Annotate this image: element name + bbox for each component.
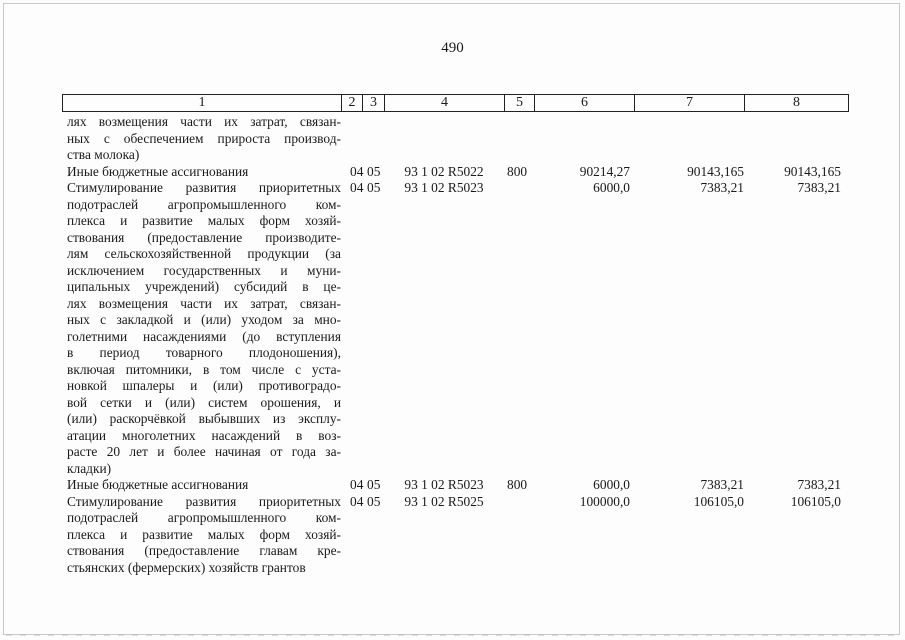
table-row [62, 114, 849, 164]
description-line: Иные бюджетные ассигнования [67, 477, 249, 492]
row-description [62, 114, 341, 164]
description-line: лях возмещения части их затрат, связан- [67, 114, 341, 129]
column-header-1: 1 [63, 95, 342, 111]
target-article-code: 93 1 02 R5023 [404, 180, 484, 195]
row-description [62, 494, 341, 577]
row-description [62, 180, 341, 477]
description-line: кладки) [67, 460, 112, 476]
amount-col-8: 7383,21 [797, 180, 841, 195]
table-row [62, 477, 849, 494]
expense-type-code: 800 [507, 163, 528, 179]
description-line: атации многолетних насаждений в воз- [67, 427, 341, 443]
description-line: стьянских (фермерских) хозяйств грантов [67, 559, 306, 575]
subsection-code: 05 [367, 180, 381, 195]
page-number: 490 [441, 40, 464, 56]
scan-edge-noise [6, 634, 896, 636]
amount-col-8 [744, 114, 849, 164]
amount-col-8: 106105,0 [790, 493, 841, 509]
description-line: ствования (предоставление производите- [67, 229, 341, 245]
amount-col-7: 106105,0 [693, 493, 744, 509]
column-header-3: 3 [363, 95, 385, 111]
description-line: Стимулирование развития приоритетных [67, 180, 341, 195]
column-header-8: 8 [793, 95, 800, 110]
description-line: подотраслей агропромышленного ком- [67, 196, 341, 212]
target-article-code [384, 114, 504, 164]
amount-col-6: 100000,0 [579, 493, 630, 509]
column-header-7: 7 [635, 95, 745, 111]
description-line: новкой шпалеры и (или) противоградо- [67, 378, 341, 393]
expense-type-code: 800 [507, 477, 528, 492]
table-column-header [62, 94, 849, 112]
amount-col-7 [634, 114, 744, 164]
row-description [62, 164, 341, 181]
table-row [62, 164, 849, 181]
column-header-2: 2 [342, 95, 363, 111]
subsection-code: 05 [367, 477, 381, 492]
description-line: расте 20 лет и более начиная от года за- [67, 444, 341, 459]
column-header-6: 6 [535, 95, 635, 111]
row-description [62, 477, 341, 494]
amount-col-6: 6000,0 [593, 180, 630, 195]
description-line: ных с обеспечением прироста производ- [67, 130, 341, 146]
table-row [62, 180, 849, 477]
target-article-code: 93 1 02 R5022 [404, 163, 484, 179]
description-line: плекса и развитие малых форм хозяй- [67, 213, 341, 228]
description-line: ства молока) [67, 147, 140, 162]
description-line: ципальных учреждений) субсидий в це- [67, 279, 341, 294]
table-row [62, 494, 849, 577]
target-article-code: 93 1 02 R5023 [404, 477, 484, 492]
description-line: ных с закладкой и (или) уходом за мно- [67, 312, 341, 327]
description-line: ствования (предоставление главам кре- [67, 543, 341, 558]
amount-col-6 [534, 114, 634, 164]
amount-col-7: 90143,165 [687, 163, 744, 179]
section-code: 04 [350, 477, 364, 492]
amount-col-7: 7383,21 [700, 180, 744, 195]
description-line: в период товарного плодоношения), [67, 345, 341, 360]
description-line: вой сетки и (или) систем орошения, и [67, 394, 341, 410]
section-code [341, 114, 362, 164]
section-code: 04 [350, 163, 364, 179]
description-line: плекса и развитие малых форм хозяй- [67, 526, 341, 542]
expense-type-code [504, 494, 534, 577]
description-line: Иные бюджетные ассигнования [67, 163, 249, 179]
budget-table-body [62, 114, 849, 576]
amount-col-6: 6000,0 [593, 477, 630, 492]
expense-type-code [504, 114, 534, 164]
description-line: подотраслей агропромышленного ком- [67, 510, 341, 525]
subsection-code: 05 [367, 163, 381, 179]
description-line: лях возмещения части их затрат, связан- [67, 295, 341, 311]
column-header-5: 5 [505, 95, 535, 111]
description-line: исключением государственных и муни- [67, 262, 341, 278]
target-article-code: 93 1 02 R5025 [404, 493, 484, 509]
description-line: (или) раскорчёвкой выбывших из эксплу- [67, 411, 341, 426]
column-header-4: 4 [385, 95, 505, 111]
amount-col-8: 90143,165 [784, 163, 841, 179]
description-line: голетними насаждениями (до вступления [67, 328, 341, 344]
section-code: 04 [350, 493, 364, 509]
expense-type-code [504, 180, 534, 477]
subsection-code [362, 114, 384, 164]
amount-col-6: 90214,27 [579, 163, 630, 179]
amount-col-7: 7383,21 [700, 477, 744, 492]
description-line: Стимулирование развития приоритетных [67, 493, 341, 509]
subsection-code: 05 [367, 493, 381, 509]
description-line: включая питомники, в том числе с уста- [67, 361, 341, 377]
amount-col-8: 7383,21 [797, 477, 841, 492]
section-code: 04 [350, 180, 364, 195]
description-line: лям сельскохозяйственной продукции (за [67, 246, 341, 261]
